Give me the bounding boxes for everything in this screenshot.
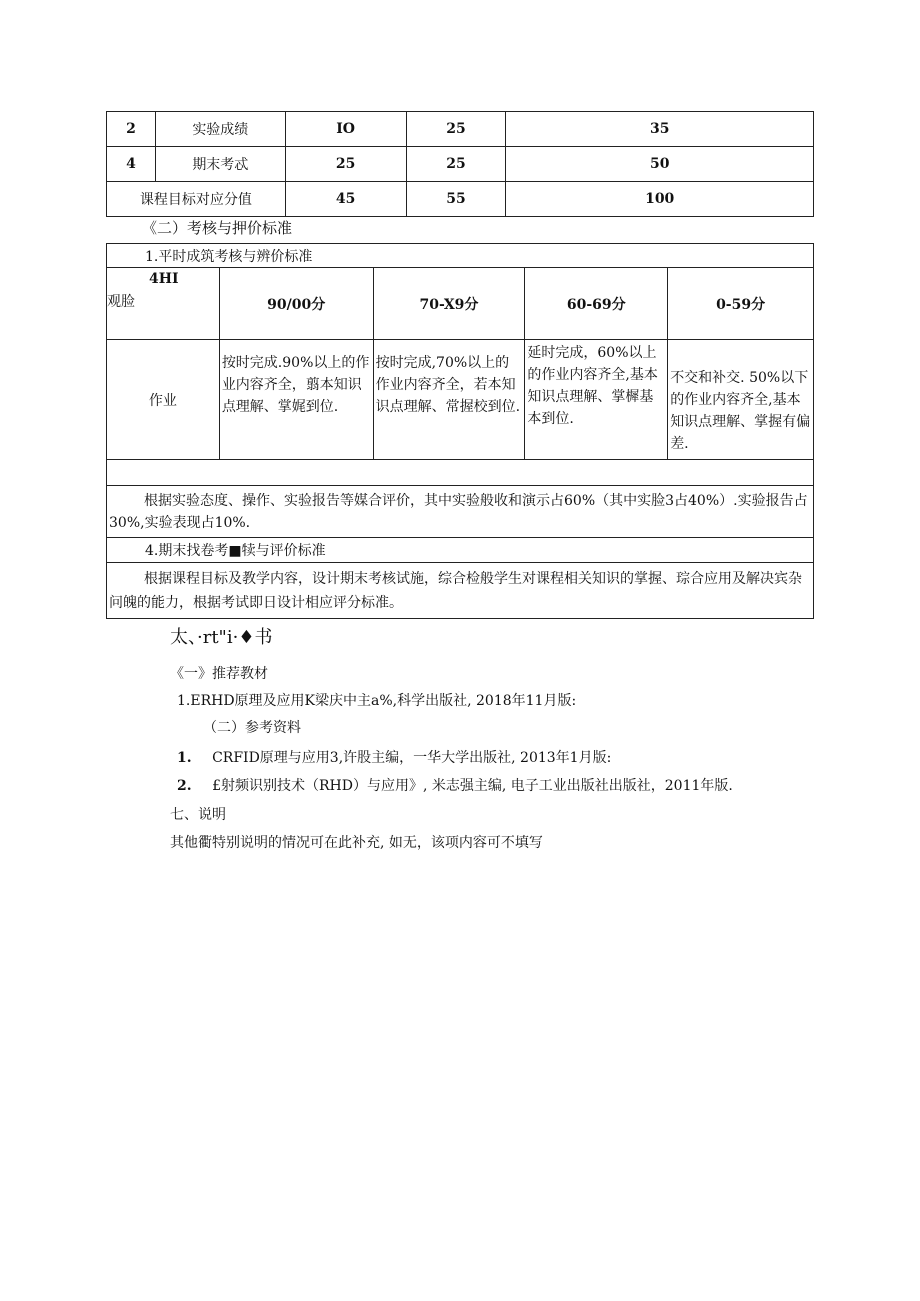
- assessment-name: 期末考忒: [155, 147, 285, 182]
- score-cell: 25: [285, 147, 406, 182]
- total-label: 课程目标对应分值: [107, 182, 286, 217]
- empty-cell: [107, 460, 814, 486]
- grade-header: 90/00分: [219, 268, 373, 340]
- score-cell: 50: [506, 147, 814, 182]
- note-text: 其他衢特别说明的情况可在此补充, 如无，该项内容可不填写: [170, 835, 543, 851]
- subtitle-row: [107, 244, 814, 268]
- total-cell: 45: [285, 182, 406, 217]
- final-row: [107, 563, 814, 619]
- reference-number: 2.: [177, 778, 192, 794]
- lab-row: [107, 486, 814, 538]
- corner-bottom-label: 观脸: [107, 294, 135, 310]
- reference-text: CRFID原理与应用3,许股主编，一华大学出版社, 2013年1月版:: [212, 750, 612, 766]
- score-cell: IO: [285, 112, 406, 147]
- criterion-label: 作业: [107, 340, 220, 460]
- row-number: 2: [107, 112, 156, 147]
- row-number: 4: [107, 147, 156, 182]
- reference-text: £射频识别技术（RHD）与应用》, 米志强主编, 电子工业出版社出版社，2011年版.: [212, 778, 733, 794]
- total-cell: 100: [506, 182, 814, 217]
- table-row: [107, 112, 814, 147]
- header-corner: [107, 268, 220, 340]
- homework-row: [107, 340, 814, 460]
- reference-item: [177, 748, 611, 768]
- reference-number: 1.: [177, 750, 192, 766]
- reference-item: [177, 776, 733, 796]
- subsection-title: 1.平时成筑考核与辨价标准: [107, 244, 814, 268]
- grade-header: 60-69分: [525, 268, 668, 340]
- score-cell: 35: [506, 112, 814, 147]
- score-cell: 25: [406, 147, 506, 182]
- table-row: [107, 147, 814, 182]
- references-heading: （二）参考资料: [203, 720, 301, 736]
- total-row: [107, 182, 814, 217]
- textbook-item: 1.ERHD原理及应用K梁庆中主a%,科学出版社, 2018年11月版:: [177, 693, 577, 709]
- lab-criteria-text: 根据实验态度、操作、实验报告等媒合评价，其中实验般收和演示占60%（其中实脸3占40%）.实验报告占30%,实验表现占10%.: [107, 486, 814, 538]
- subtitle-row: [107, 538, 814, 563]
- standards-table: [106, 243, 814, 619]
- score-cell: 25: [406, 112, 506, 147]
- grade-header: 70-X9分: [373, 268, 525, 340]
- empty-row: [107, 460, 814, 486]
- grade-header: 0-59分: [668, 268, 814, 340]
- corner-top-label: 4HI: [149, 271, 179, 287]
- textbook-heading: 《一》推荐教材: [170, 666, 268, 682]
- header-row: [107, 268, 814, 340]
- criterion-text: 延时完成，60%以上的作业内容齐全,基本知识点理解、掌樨基本到位.: [527, 345, 658, 427]
- total-cell: 55: [406, 182, 506, 217]
- section-title: 太、·rt"i·♦书: [170, 627, 273, 648]
- subsection-title: 4.期末找卷考■犊与评价标准: [107, 538, 814, 563]
- criterion-text: 按时完成.90%以上的作业内容齐全，翦本知识点理解、掌娓到位.: [221, 355, 370, 415]
- score-table: [106, 111, 814, 217]
- section-title: 七、说明: [170, 807, 226, 823]
- section-title: 《二）考核与押价标准: [142, 219, 293, 237]
- criterion-text: 按时完成,70%以上的作业内容齐全，若本知识点理解、常握校到位.: [375, 355, 521, 415]
- final-criteria-text: 根据课程目标及教学内容，设计期末考核试施，综合检般学生对课程相关知识的掌握、琮合应用及解决宾杂问魄的能力，根据考试即日设计相应评分标准。: [107, 563, 814, 619]
- assessment-name: 实验成绩: [155, 112, 285, 147]
- criterion-text: 不交和补交. 50%以下的作业内容齐全,基本知识点理解、掌握有偏差.: [670, 370, 811, 452]
